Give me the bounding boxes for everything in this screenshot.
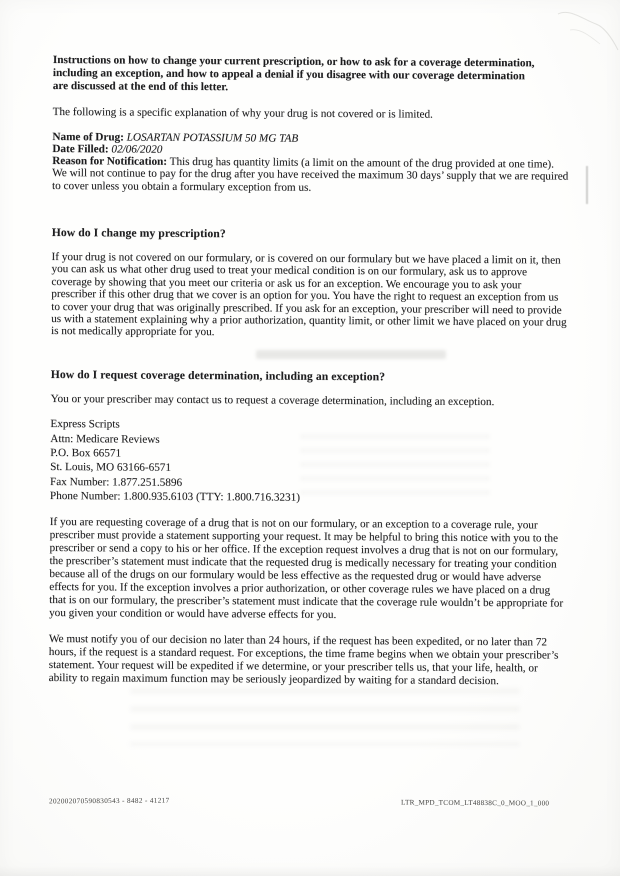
reason-text: This drug has quantity limits (a limit on the amount of the drug provided at one time). We will not continue to pay for the drug after you have received the maximum 30 days’ supply that we are required to cover unless you obtain a formulary exception from us. [52, 155, 569, 194]
scan-edge-mark [586, 166, 588, 204]
mailing-address-block [50, 417, 568, 506]
letter-body [49, 54, 570, 689]
reason-label: Reason for Notification: [52, 155, 168, 168]
paragraph-contact-us: You or your prescriber may contact us to request a coverage determination, including an exception. [50, 392, 495, 408]
intro-paragraph: Instructions on how to change your current prescription, or how to ask for a coverage determination, including an exception, and how to appeal a denial if you disagree with our coverage determination are discussed at the end of this letter. [52, 54, 535, 94]
date-filled-value: 02/06/2020 [111, 143, 163, 156]
scan-bottom-shading [0, 866, 620, 876]
address-line-company: Express Scripts [50, 418, 120, 431]
drug-name-label: Name of Drug: [52, 130, 124, 143]
drug-name-value: LOSARTAN POTASSIUM 50 MG TAB [126, 131, 299, 145]
drug-info-block [52, 130, 569, 195]
explanation-line: The following is a specific explanation of why your drug is not covered or is limited. [52, 105, 433, 121]
footer-letter-template-code: LTR_MPD_TCOM_LT48838C_0_MOO_1_000 [400, 798, 550, 808]
footer-batch-code: 202002070590830543 - 8482 - 41217 [48, 796, 170, 806]
paragraph-change-prescription: If your drug is not covered on our formulary, or is covered on our formulary but we have placed a limit on it, then you can ask us what other drug used to treat your medical condition is on our formulary, ask us to approve coverage by showing that you meet our criteria or ask us for an exception. We encourage you to ask your prescriber if this other drug that we cover is an option for you. You have the right to request an exception from us to cover your drug that was originally prescribed. If you ask for an exception, your prescriber will need to provide us with a statement explaining why a prior authorization, quantity limit, or other limit we have placed on your drug is not medically appropriate for you. [51, 250, 567, 339]
reason-paragraph [52, 155, 569, 195]
paragraph-formulary-exception: If you are requesting coverage of a drug that is not on our formulary, or an exception to a coverage rule, your prescriber must provide a statement supporting your request. It may be helpful to bring this notice with you to the prescriber or send a copy to his or her office. If the exception request involves a drug that is not on our formulary, the prescriber’s statement must indicate that the requested drug is medically necessary for treating your condition because all of the drugs on our formulary would be less effective as the requested drug or would have adverse effects for you. If the exception involves a prior authorization, or other coverage rules we have placed on a drug that is on our formulary, the prescriber’s statement must indicate that the coverage rule wouldn’t be appropriate for you given your condition or would have adverse effects for you. [49, 516, 564, 622]
address-line-fax: Fax Number: 1.877.251.5896 [49, 475, 183, 489]
address-line-city: St. Louis, MO 63166-6571 [50, 461, 172, 475]
date-filled-label: Date Filled: [52, 142, 109, 156]
address-line-phone: Phone Number: 1.800.935.6103 (TTY: 1.800.716.3231) [49, 489, 300, 504]
paragraph-decision-timeline: We must notify you of our decision no later than 24 hours, if the request has been expedited, or no later than 72 hours, if the request is a standard request. For exceptions, the time frame begins when we obtain your prescriber’s statement. Your request will be expedited if we determine, or your prescriber tells us, that your life, health, or ability to regain maximum function may be seriously jeopardized by waiting for a standard decision. [48, 633, 559, 688]
address-line-pobox: P.O. Box 66571 [50, 446, 122, 460]
address-line-attn: Attn: Medicare Reviews [50, 432, 160, 446]
scan-bleedthrough-artifact [130, 688, 520, 746]
section-heading-request-determination: How do I request coverage determination, including an exception? [50, 367, 386, 384]
section-heading-change-prescription: How do I change my prescription? [51, 225, 226, 241]
